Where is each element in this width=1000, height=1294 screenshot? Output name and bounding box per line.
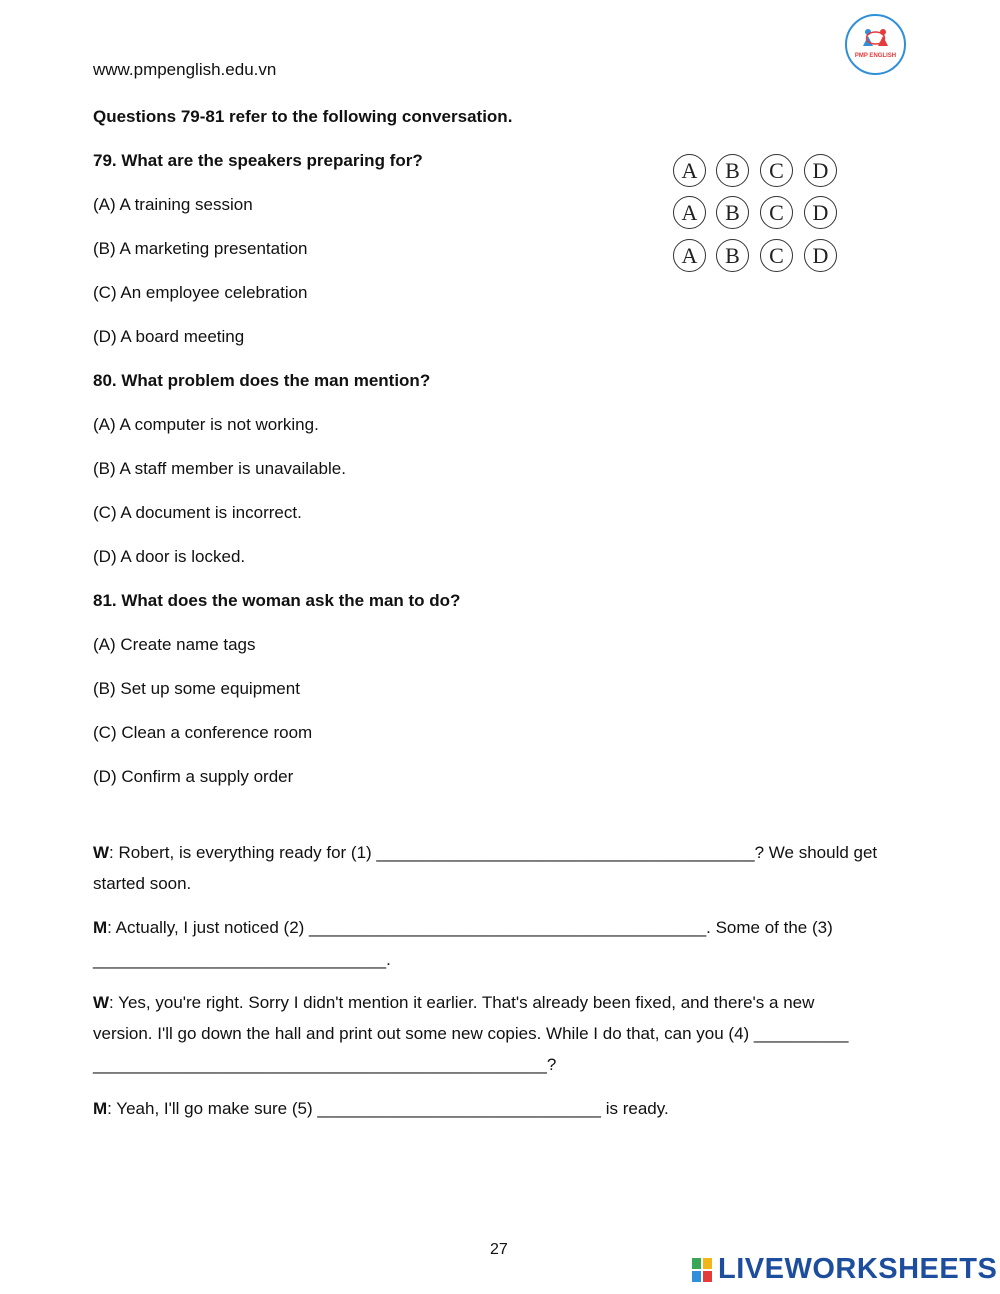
q80-option-c: (C) A document is incorrect. [93, 503, 302, 522]
question-81-prompt: 81. What does the woman ask the man to do? [93, 591, 461, 610]
speaker-w: W [93, 843, 110, 862]
website-url: www.pmpenglish.edu.vn [93, 60, 277, 79]
q81-option-c: (C) Clean a conference room [93, 723, 313, 742]
q80-option-a: (A) A computer is not working. [93, 415, 319, 434]
q80-option-b: (B) A staff member is unavailable. [93, 459, 346, 478]
transcript-line-8 [93, 1099, 669, 1119]
q80-answer-a[interactable]: A [673, 196, 706, 229]
q79-option-d: (D) A board meeting [93, 327, 245, 346]
q79-option-c: (C) An employee celebration [93, 283, 308, 302]
question-79-prompt: 79. What are the speakers preparing for? [93, 151, 423, 170]
q81-option-a: (A) Create name tags [93, 635, 256, 654]
page-number: 27 [490, 1241, 508, 1258]
q81-option-d: (D) Confirm a supply order [93, 767, 294, 786]
transcript-line-3 [93, 918, 833, 938]
q80-option-d: (D) A door is locked. [93, 547, 246, 566]
transcript-line-7[interactable]: ________________________________________________? [93, 1055, 557, 1074]
transcript-line-6[interactable]: version. I'll go down the hall and print out some new copies. While I do that, can you (4) __________ [93, 1024, 849, 1043]
q81-answer-d[interactable]: D [804, 239, 837, 272]
q81-answer-c[interactable]: C [760, 239, 793, 272]
q79-answer-b[interactable]: B [716, 154, 749, 187]
speaker-w: W [93, 993, 110, 1012]
q80-answer-d[interactable]: D [804, 196, 837, 229]
logo-label: PMP ENGLISH [854, 53, 897, 59]
speaker-m: M [93, 918, 108, 937]
q81-option-b: (B) Set up some equipment [93, 679, 300, 698]
speaker-m: M [93, 1099, 108, 1118]
q80-answer-b[interactable]: B [716, 196, 749, 229]
q79-answer-c[interactable]: C [760, 154, 793, 187]
blank-5-text[interactable]: : Yeah, I'll go make sure (5) ______________________________ is ready. [107, 1099, 669, 1118]
transcript-line-1 [93, 843, 877, 863]
people-icon [859, 26, 892, 48]
blank-2-3-text[interactable]: : Actually, I just noticed (2) __________________________________________. Some of the (3) [107, 918, 833, 937]
liveworksheets-blocks-icon [692, 1258, 712, 1282]
transcript-line-5 [93, 993, 814, 1013]
pmp-english-logo [845, 14, 906, 75]
section-title: Questions 79-81 refer to the following conversation. [93, 107, 513, 126]
q81-answer-a[interactable]: A [673, 239, 706, 272]
question-80-prompt: 80. What problem does the man mention? [93, 371, 431, 390]
q80-answer-c[interactable]: C [760, 196, 793, 229]
q79-answer-a[interactable]: A [673, 154, 706, 187]
transcript-line-4[interactable]: _______________________________. [93, 950, 391, 969]
blank-1-text[interactable]: : Robert, is everything ready for (1) ________________________________________? We should get [109, 843, 878, 862]
q79-answer-d[interactable]: D [804, 154, 837, 187]
q79-option-a: (A) A training session [93, 195, 253, 214]
liveworksheets-brand: LIVEWORKSHEETS [718, 1253, 998, 1285]
q81-answer-b[interactable]: B [716, 239, 749, 272]
transcript-line-2: started soon. [93, 874, 192, 893]
transcript-text: : Yes, you're right. Sorry I didn't mention it earlier. That's already been fixed, and there's a new [109, 993, 815, 1012]
q79-option-b: (B) A marketing presentation [93, 239, 308, 258]
